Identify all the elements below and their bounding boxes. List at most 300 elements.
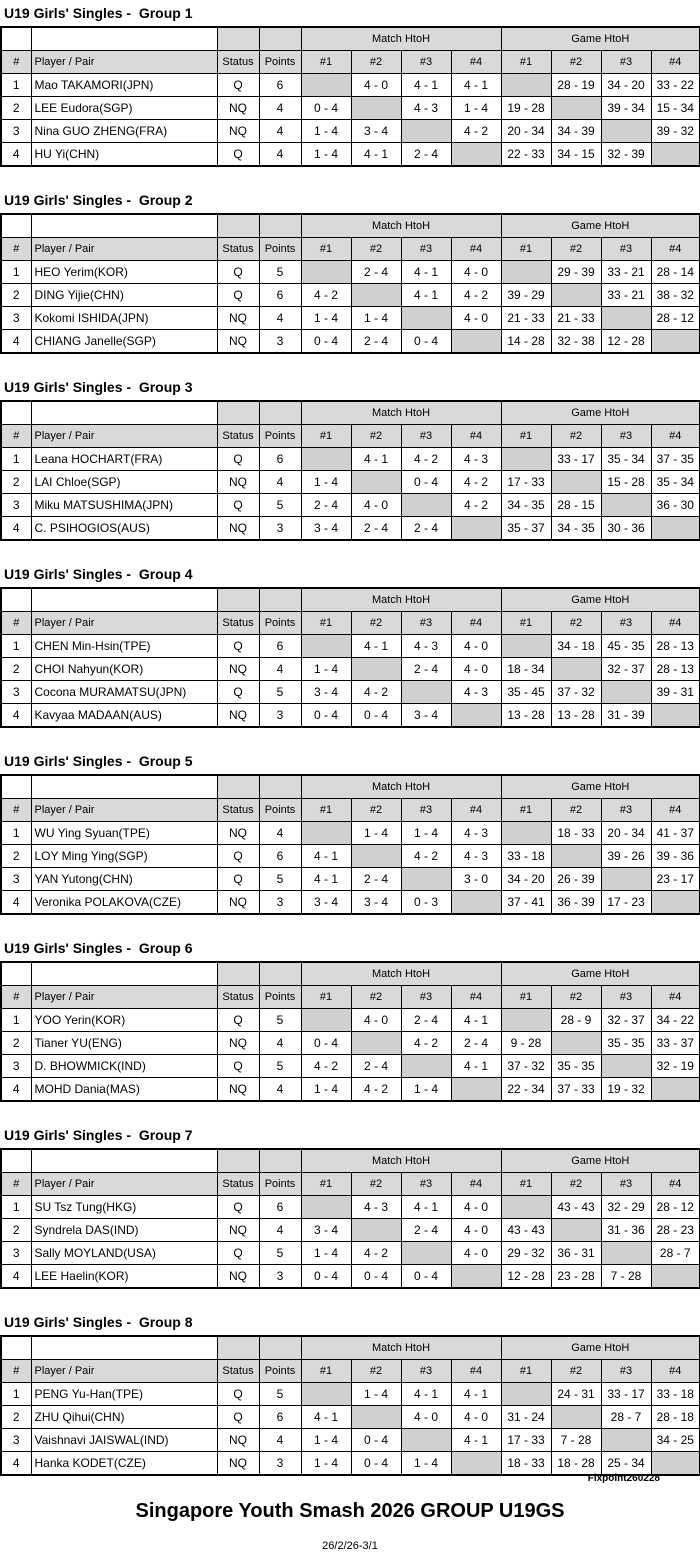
match-score-cell: 4 - 1 — [301, 868, 351, 891]
row-number: 3 — [1, 1429, 31, 1452]
header-status: Status — [217, 799, 259, 822]
game-score-cell: 13 - 28 — [501, 704, 551, 728]
header-points: Points — [259, 799, 301, 822]
header-status: Status — [217, 425, 259, 448]
game-score-cell: 30 - 36 — [601, 517, 651, 541]
header-game-col: #3 — [601, 238, 651, 261]
header-blank-cell — [259, 27, 301, 51]
player-name: Kavyaa MADAAN(AUS) — [31, 704, 217, 728]
header-number: # — [1, 612, 31, 635]
points-cell: 6 — [259, 1196, 301, 1219]
header-match-htoh: Match HtoH — [301, 588, 501, 612]
header-blank-cell — [31, 401, 217, 425]
header-player: Player / Pair — [31, 799, 217, 822]
self-game-cell — [651, 1265, 700, 1289]
header-blank-cell — [259, 775, 301, 799]
self-match-cell — [451, 891, 501, 915]
header-game-col: #3 — [601, 1173, 651, 1196]
header-match-col: #3 — [401, 799, 451, 822]
header-match-col: #4 — [451, 51, 501, 74]
match-score-cell: 3 - 4 — [301, 681, 351, 704]
header-game-col: #3 — [601, 425, 651, 448]
header-match-htoh: Match HtoH — [301, 775, 501, 799]
match-score-cell: 4 - 2 — [401, 448, 451, 471]
group-section — [0, 1122, 700, 1289]
points-cell: 3 — [259, 517, 301, 541]
match-score-cell: 0 - 3 — [401, 891, 451, 915]
table-row — [1, 1242, 700, 1265]
points-cell: 5 — [259, 1383, 301, 1406]
header-number: # — [1, 425, 31, 448]
row-number: 1 — [1, 1196, 31, 1219]
points-cell: 5 — [259, 1009, 301, 1032]
match-score-cell: 0 - 4 — [301, 330, 351, 354]
game-score-cell: 38 - 32 — [651, 284, 700, 307]
points-cell: 6 — [259, 284, 301, 307]
match-score-cell: 4 - 0 — [451, 261, 501, 284]
header-points: Points — [259, 51, 301, 74]
game-score-cell: 32 - 39 — [601, 143, 651, 167]
row-number: 1 — [1, 261, 31, 284]
game-score-cell: 34 - 25 — [651, 1429, 700, 1452]
match-score-cell: 4 - 1 — [301, 1406, 351, 1429]
game-score-cell: 39 - 31 — [651, 681, 700, 704]
self-match-cell — [401, 681, 451, 704]
table-row — [1, 330, 700, 354]
self-game-cell — [601, 307, 651, 330]
match-score-cell: 2 - 4 — [401, 1009, 451, 1032]
game-score-cell: 22 - 33 — [501, 143, 551, 167]
header-blank-cell — [31, 588, 217, 612]
self-match-cell — [301, 1383, 351, 1406]
self-game-cell — [551, 658, 601, 681]
header-match-col: #1 — [301, 425, 351, 448]
player-name: SU Tsz Tung(HKG) — [31, 1196, 217, 1219]
group-title: U19 Girls' Singles - Group 5 — [4, 753, 193, 769]
game-score-cell: 39 - 34 — [601, 97, 651, 120]
header-game-col: #1 — [501, 986, 551, 1009]
game-score-cell: 35 - 35 — [601, 1032, 651, 1055]
table-row — [1, 845, 700, 868]
points-cell: 4 — [259, 143, 301, 167]
header-status: Status — [217, 986, 259, 1009]
game-score-cell: 28 - 14 — [651, 261, 700, 284]
header-match-col: #1 — [301, 51, 351, 74]
header-game-htoh: Game HtoH — [501, 962, 700, 986]
table-row — [1, 1406, 700, 1429]
header-player: Player / Pair — [31, 612, 217, 635]
match-score-cell: 4 - 3 — [351, 1196, 401, 1219]
table-row — [1, 261, 700, 284]
game-score-cell: 18 - 33 — [551, 822, 601, 845]
header-match-col: #4 — [451, 238, 501, 261]
header-match-col: #4 — [451, 1360, 501, 1383]
self-match-cell — [401, 1242, 451, 1265]
header-game-col: #4 — [651, 1173, 700, 1196]
game-score-cell: 28 - 18 — [651, 1406, 700, 1429]
group-title: U19 Girls' Singles - Group 7 — [4, 1127, 193, 1143]
header-game-col: #3 — [601, 986, 651, 1009]
header-match-htoh: Match HtoH — [301, 401, 501, 425]
header-game-col: #1 — [501, 238, 551, 261]
header-player: Player / Pair — [31, 986, 217, 1009]
group-table — [0, 1335, 700, 1476]
row-number: 1 — [1, 74, 31, 97]
player-name: MOHD Dania(MAS) — [31, 1078, 217, 1102]
match-score-cell: 4 - 0 — [451, 1219, 501, 1242]
game-score-cell: 18 - 34 — [501, 658, 551, 681]
self-game-cell — [551, 284, 601, 307]
match-score-cell: 3 - 4 — [351, 120, 401, 143]
match-score-cell: 1 - 4 — [401, 1452, 451, 1476]
header-match-col: #1 — [301, 1360, 351, 1383]
self-match-cell — [401, 1055, 451, 1078]
status-cell: NQ — [217, 1032, 259, 1055]
header-game-col: #2 — [551, 425, 601, 448]
self-game-cell — [601, 120, 651, 143]
header-blank-cell — [1, 588, 31, 612]
game-score-cell: 39 - 36 — [651, 845, 700, 868]
table-row — [1, 1055, 700, 1078]
game-score-cell: 26 - 39 — [551, 868, 601, 891]
table-row — [1, 681, 700, 704]
match-score-cell: 4 - 1 — [351, 635, 401, 658]
group-section — [0, 561, 700, 728]
match-score-cell: 4 - 3 — [401, 97, 451, 120]
match-score-cell: 4 - 2 — [451, 471, 501, 494]
header-match-col: #1 — [301, 799, 351, 822]
group-section — [0, 935, 700, 1102]
game-score-cell: 33 - 18 — [501, 845, 551, 868]
points-cell: 3 — [259, 330, 301, 354]
match-score-cell: 1 - 4 — [301, 471, 351, 494]
game-score-cell: 34 - 35 — [551, 517, 601, 541]
header-blank-cell — [259, 588, 301, 612]
group-title: U19 Girls' Singles - Group 4 — [4, 566, 193, 582]
header-blank-cell — [1, 27, 31, 51]
status-cell: Q — [217, 1009, 259, 1032]
points-cell: 5 — [259, 868, 301, 891]
status-cell: NQ — [217, 1265, 259, 1289]
header-blank-cell — [259, 962, 301, 986]
fixpoint-label: Fixpoint260228 — [587, 1473, 660, 1484]
player-name: ZHU Qihui(CHN) — [31, 1406, 217, 1429]
game-score-cell: 33 - 17 — [551, 448, 601, 471]
header-match-col: #2 — [351, 986, 401, 1009]
self-match-cell — [451, 1265, 501, 1289]
match-score-cell: 4 - 0 — [451, 658, 501, 681]
points-cell: 5 — [259, 261, 301, 284]
header-game-htoh: Game HtoH — [501, 27, 700, 51]
match-score-cell: 1 - 4 — [301, 1429, 351, 1452]
points-cell: 4 — [259, 307, 301, 330]
self-match-cell — [301, 448, 351, 471]
header-game-col: #4 — [651, 1360, 700, 1383]
self-match-cell — [351, 284, 401, 307]
game-score-cell: 39 - 26 — [601, 845, 651, 868]
row-number: 4 — [1, 1265, 31, 1289]
status-cell: NQ — [217, 704, 259, 728]
game-score-cell: 18 - 33 — [501, 1452, 551, 1476]
match-score-cell: 0 - 4 — [351, 1452, 401, 1476]
row-number: 4 — [1, 704, 31, 728]
document-title: Singapore Youth Smash 2026 GROUP U19GS — [135, 1500, 565, 1522]
table-row — [1, 494, 700, 517]
header-game-col: #1 — [501, 425, 551, 448]
header-game-col: #4 — [651, 238, 700, 261]
game-score-cell: 28 - 7 — [651, 1242, 700, 1265]
self-game-cell — [551, 1219, 601, 1242]
game-score-cell: 28 - 23 — [651, 1219, 700, 1242]
match-score-cell: 4 - 0 — [451, 1196, 501, 1219]
group-title: U19 Girls' Singles - Group 2 — [4, 192, 193, 208]
header-match-col: #2 — [351, 1360, 401, 1383]
game-score-cell: 36 - 31 — [551, 1242, 601, 1265]
game-score-cell: 7 - 28 — [551, 1429, 601, 1452]
game-score-cell: 28 - 15 — [551, 494, 601, 517]
self-match-cell — [401, 307, 451, 330]
row-number: 1 — [1, 1009, 31, 1032]
status-cell: Q — [217, 1196, 259, 1219]
header-match-col: #3 — [401, 986, 451, 1009]
game-score-cell: 34 - 35 — [501, 494, 551, 517]
game-score-cell: 20 - 34 — [501, 120, 551, 143]
game-score-cell: 28 - 7 — [601, 1406, 651, 1429]
game-score-cell: 34 - 20 — [601, 74, 651, 97]
player-name: CHOI Nahyun(KOR) — [31, 658, 217, 681]
table-row — [1, 1452, 700, 1476]
player-name: YAN Yutong(CHN) — [31, 868, 217, 891]
header-status: Status — [217, 238, 259, 261]
self-match-cell — [401, 494, 451, 517]
player-name: C. PSIHOGIOS(AUS) — [31, 517, 217, 541]
header-game-htoh: Game HtoH — [501, 1336, 700, 1360]
self-match-cell — [351, 1032, 401, 1055]
header-blank-cell — [217, 588, 259, 612]
self-game-cell — [501, 1009, 551, 1032]
status-cell: NQ — [217, 120, 259, 143]
game-score-cell: 15 - 34 — [651, 97, 700, 120]
game-score-cell: 7 - 28 — [601, 1265, 651, 1289]
self-game-cell — [501, 1383, 551, 1406]
match-score-cell: 4 - 1 — [451, 74, 501, 97]
status-cell: Q — [217, 284, 259, 307]
header-blank-cell — [259, 1149, 301, 1173]
table-row — [1, 97, 700, 120]
game-score-cell: 37 - 32 — [551, 681, 601, 704]
header-game-col: #4 — [651, 799, 700, 822]
match-score-cell: 4 - 3 — [451, 822, 501, 845]
player-name: LEE Eudora(SGP) — [31, 97, 217, 120]
self-game-cell — [651, 1078, 700, 1102]
row-number: 2 — [1, 97, 31, 120]
row-number: 4 — [1, 143, 31, 167]
match-score-cell: 2 - 4 — [401, 517, 451, 541]
group-title: U19 Girls' Singles - Group 6 — [4, 940, 193, 956]
player-name: Syndrela DAS(IND) — [31, 1219, 217, 1242]
table-row — [1, 284, 700, 307]
game-score-cell: 28 - 13 — [651, 658, 700, 681]
header-blank-cell — [1, 1149, 31, 1173]
header-status: Status — [217, 51, 259, 74]
group-section — [0, 374, 700, 541]
player-name: LEE Haelin(KOR) — [31, 1265, 217, 1289]
header-status: Status — [217, 1360, 259, 1383]
self-match-cell — [451, 1078, 501, 1102]
match-score-cell: 4 - 1 — [451, 1383, 501, 1406]
header-game-htoh: Game HtoH — [501, 775, 700, 799]
header-blank-cell — [259, 401, 301, 425]
header-game-col: #3 — [601, 51, 651, 74]
row-number: 2 — [1, 845, 31, 868]
game-score-cell: 21 - 33 — [551, 307, 601, 330]
status-cell: NQ — [217, 1452, 259, 1476]
player-name: HEO Yerim(KOR) — [31, 261, 217, 284]
points-cell: 4 — [259, 1032, 301, 1055]
match-score-cell: 1 - 4 — [301, 1078, 351, 1102]
self-match-cell — [301, 635, 351, 658]
match-score-cell: 4 - 1 — [451, 1009, 501, 1032]
table-row — [1, 1265, 700, 1289]
self-match-cell — [401, 1429, 451, 1452]
group-title: U19 Girls' Singles - Group 3 — [4, 379, 193, 395]
player-name: Tianer YU(ENG) — [31, 1032, 217, 1055]
row-number: 4 — [1, 1452, 31, 1476]
status-cell: NQ — [217, 330, 259, 354]
header-blank-cell — [31, 1336, 217, 1360]
self-game-cell — [551, 471, 601, 494]
match-score-cell: 4 - 1 — [351, 448, 401, 471]
self-game-cell — [651, 891, 700, 915]
header-match-col: #2 — [351, 238, 401, 261]
header-blank-cell — [1, 775, 31, 799]
game-score-cell: 29 - 39 — [551, 261, 601, 284]
header-blank-cell — [31, 214, 217, 238]
match-score-cell: 0 - 4 — [351, 1429, 401, 1452]
table-row — [1, 1429, 700, 1452]
match-score-cell: 1 - 4 — [301, 1452, 351, 1476]
row-number: 4 — [1, 891, 31, 915]
header-points: Points — [259, 425, 301, 448]
match-score-cell: 0 - 4 — [301, 97, 351, 120]
header-points: Points — [259, 986, 301, 1009]
player-name: HU Yi(CHN) — [31, 143, 217, 167]
points-cell: 5 — [259, 494, 301, 517]
status-cell: Q — [217, 74, 259, 97]
header-player: Player / Pair — [31, 238, 217, 261]
match-score-cell: 4 - 3 — [451, 448, 501, 471]
game-score-cell: 29 - 32 — [501, 1242, 551, 1265]
self-game-cell — [651, 704, 700, 728]
match-score-cell: 4 - 1 — [401, 74, 451, 97]
game-score-cell: 23 - 28 — [551, 1265, 601, 1289]
header-game-col: #1 — [501, 1173, 551, 1196]
row-number: 3 — [1, 681, 31, 704]
header-match-col: #2 — [351, 799, 401, 822]
player-name: WU Ying Syuan(TPE) — [31, 822, 217, 845]
group-title: U19 Girls' Singles - Group 1 — [4, 5, 193, 21]
status-cell: NQ — [217, 517, 259, 541]
header-blank-cell — [217, 962, 259, 986]
game-score-cell: 28 - 13 — [651, 635, 700, 658]
group-section — [0, 748, 700, 915]
match-score-cell: 4 - 2 — [451, 284, 501, 307]
self-game-cell — [501, 74, 551, 97]
points-cell: 4 — [259, 822, 301, 845]
table-row — [1, 822, 700, 845]
points-cell: 3 — [259, 1452, 301, 1476]
document-date: 26/2/26-3/1 — [322, 1540, 378, 1552]
group-title: U19 Girls' Singles - Group 8 — [4, 1314, 193, 1330]
status-cell: NQ — [217, 1429, 259, 1452]
match-score-cell: 1 - 4 — [351, 822, 401, 845]
points-cell: 5 — [259, 681, 301, 704]
game-score-cell: 9 - 28 — [501, 1032, 551, 1055]
row-number: 1 — [1, 1383, 31, 1406]
player-name: Mao TAKAMORI(JPN) — [31, 74, 217, 97]
match-score-cell: 4 - 1 — [451, 1429, 501, 1452]
group-table — [0, 400, 700, 541]
player-name: LOY Ming Ying(SGP) — [31, 845, 217, 868]
header-number: # — [1, 51, 31, 74]
status-cell: Q — [217, 494, 259, 517]
game-score-cell: 33 - 21 — [601, 261, 651, 284]
match-score-cell: 0 - 4 — [301, 1265, 351, 1289]
header-match-col: #3 — [401, 425, 451, 448]
game-score-cell: 34 - 22 — [651, 1009, 700, 1032]
header-match-col: #2 — [351, 612, 401, 635]
self-game-cell — [601, 1055, 651, 1078]
header-points: Points — [259, 1173, 301, 1196]
game-score-cell: 17 - 23 — [601, 891, 651, 915]
header-blank-cell — [217, 214, 259, 238]
group-section — [0, 187, 700, 354]
player-name: PENG Yu-Han(TPE) — [31, 1383, 217, 1406]
game-score-cell: 34 - 15 — [551, 143, 601, 167]
header-match-col: #1 — [301, 986, 351, 1009]
game-score-cell: 32 - 29 — [601, 1196, 651, 1219]
header-blank-cell — [259, 214, 301, 238]
header-game-htoh: Game HtoH — [501, 214, 700, 238]
game-score-cell: 35 - 45 — [501, 681, 551, 704]
header-number: # — [1, 1360, 31, 1383]
match-score-cell: 1 - 4 — [401, 1078, 451, 1102]
group-table — [0, 1148, 700, 1289]
header-game-htoh: Game HtoH — [501, 1149, 700, 1173]
status-cell: Q — [217, 143, 259, 167]
match-score-cell: 4 - 0 — [351, 74, 401, 97]
game-score-cell: 13 - 28 — [551, 704, 601, 728]
match-score-cell: 0 - 4 — [401, 330, 451, 354]
points-cell: 5 — [259, 1055, 301, 1078]
status-cell: Q — [217, 681, 259, 704]
game-score-cell: 36 - 30 — [651, 494, 700, 517]
header-match-col: #4 — [451, 986, 501, 1009]
game-score-cell: 24 - 31 — [551, 1383, 601, 1406]
status-cell: Q — [217, 261, 259, 284]
header-match-col: #1 — [301, 1173, 351, 1196]
table-row — [1, 1219, 700, 1242]
points-cell: 4 — [259, 1219, 301, 1242]
header-game-htoh: Game HtoH — [501, 401, 700, 425]
game-score-cell: 20 - 34 — [601, 822, 651, 845]
player-name: Sally MOYLAND(USA) — [31, 1242, 217, 1265]
header-match-col: #2 — [351, 51, 401, 74]
self-match-cell — [451, 1452, 501, 1476]
match-score-cell: 1 - 4 — [401, 822, 451, 845]
match-score-cell: 3 - 4 — [401, 704, 451, 728]
self-match-cell — [301, 261, 351, 284]
